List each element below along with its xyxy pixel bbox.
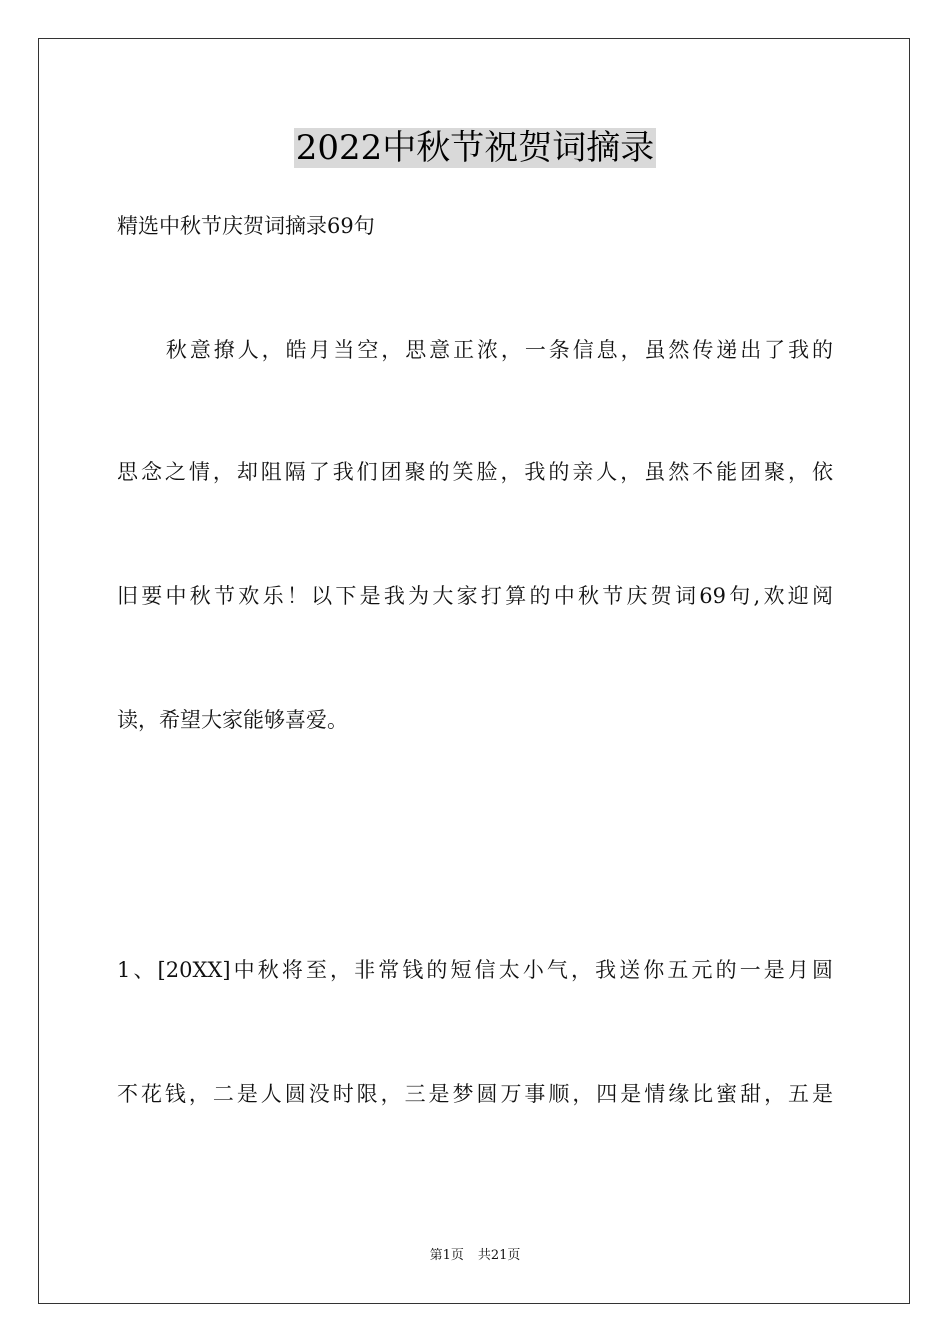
paragraph-line-1 <box>117 336 833 364</box>
document-subtitle: 精选中秋节庆贺词摘录69句 <box>117 214 375 238</box>
page-number: 第1页 <box>429 1248 464 1263</box>
page-footer <box>0 1247 950 1265</box>
paragraph-line-3: 旧要中秋节欢乐！以下是我为大家打算的中秋节庆贺词69句,欢迎阅 <box>117 584 833 608</box>
paragraph-line-1-text: 秋意撩人，皓月当空，思意正浓，一条信息，虽然传递出了我的 <box>163 338 833 362</box>
document-title: 2022中秋节祝贺词摘录 <box>295 128 655 168</box>
paragraph-line-2: 思念之情，却阻隔了我们团聚的笑脸，我的亲人，虽然不能团聚，依 <box>117 460 833 484</box>
title-container <box>0 128 950 168</box>
paragraph-line-4: 读，希望大家能够喜爱。 <box>117 708 348 732</box>
item-line-1: 1、[20XX]中秋将至，非常钱的短信太小气，我送你五元的一是月圆 <box>117 958 833 982</box>
item-line-2: 不花钱，二是人圆没时限，三是梦圆万事顺，四是情缘比蜜甜，五是 <box>117 1082 833 1106</box>
page-total: 共21页 <box>477 1248 521 1263</box>
